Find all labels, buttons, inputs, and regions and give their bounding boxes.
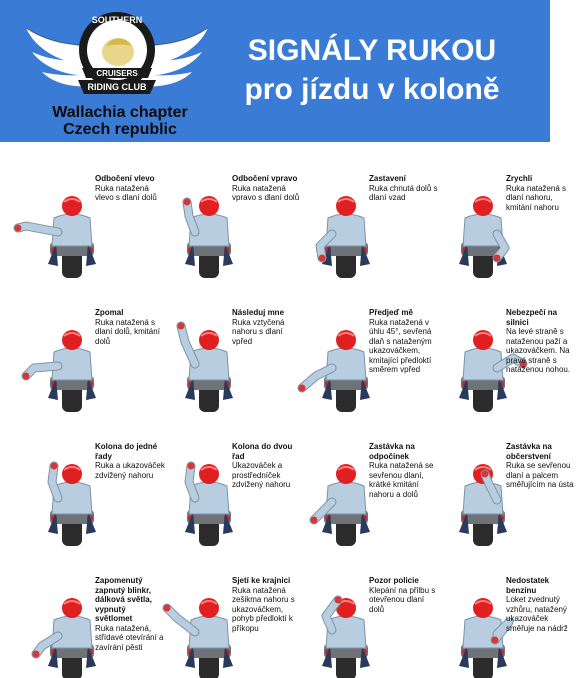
signal-description: Klepání na přilbu s otevřenou dlaní dolů (369, 585, 436, 614)
rider-illustration (274, 142, 411, 276)
signal-card (137, 410, 293, 544)
chapter-country: Czech republic (63, 121, 177, 138)
signal-card (274, 276, 432, 410)
signal-card (0, 142, 157, 276)
logo-arc-text: SOUTHERN (91, 15, 143, 25)
signal-heading: Sjetí ke krajnici (232, 576, 291, 585)
signal-description: Ruka natažená vpravo s dlaní dolů (232, 183, 300, 202)
signal-description: Ruka vztyčená nahoru s dlaní vpřed (232, 317, 285, 346)
signal-description: Ruka a ukazováček zdvižený nahoru (95, 461, 165, 480)
signal-heading: Odbočení vpravo (232, 174, 298, 183)
signal-description: Ruka natažená se sevřenou dlaní, krátké kmitání nahoru a dolů (369, 461, 434, 499)
signal-card (0, 410, 165, 544)
signal-card (411, 544, 568, 678)
signal-label (506, 576, 578, 633)
signal-card (411, 276, 571, 410)
signal-heading: Zrychli (506, 174, 533, 183)
signal-description: Ruka se sevřenou dlaní a palcem směřujícím na ústa (506, 461, 574, 489)
signal-heading: Odbočení vlevo (95, 174, 155, 183)
logo-banner-1: CRUISERS (96, 69, 138, 78)
rider-illustration (0, 142, 137, 276)
signal-description: Loket zvednutý vzhůru, natažený ukazováček směřuje na nádrž (506, 595, 568, 633)
signal-heading: Zpomal (95, 308, 124, 317)
signal-heading: Zastávka na odpočinek (369, 442, 415, 461)
signal-label (506, 174, 578, 212)
signal-heading: Pozor policie (369, 576, 419, 585)
signal-card (274, 410, 434, 544)
page-title: SIGNÁLY RUKOU (247, 34, 497, 67)
signal-description: Ruka chnutá dolů s dlaní vzad (369, 183, 438, 202)
logo-banner-2: RIDING CLUB (87, 82, 147, 92)
signal-card (274, 142, 438, 276)
signals-grid (0, 142, 574, 678)
signal-card (137, 544, 295, 678)
header-banner (0, 0, 550, 142)
signal-card (0, 544, 164, 678)
rider-illustration (137, 142, 274, 276)
signal-card (0, 276, 160, 410)
signal-heading: Kolona do jedné řady (95, 442, 158, 461)
signal-heading: Zastávka na občerstvení (506, 442, 552, 461)
signal-description: Ruka natažená s dlaní nahoru, kmitání nahoru (506, 183, 567, 212)
signal-card (411, 142, 567, 276)
signal-heading: Nebezpečí na silnici (506, 308, 558, 327)
chapter-name: Wallachia chapter (52, 104, 188, 121)
signal-heading: Zastavení (369, 174, 406, 183)
signal-heading: Následuj mne (232, 308, 285, 317)
signal-description: Ukazováček a prostředníček zdvižený nahoru (232, 461, 291, 489)
signal-heading: Nedostatek benzínu (506, 576, 550, 595)
club-logo (22, 6, 212, 102)
signal-label (506, 308, 578, 375)
signal-heading: Kolona do dvou řad (232, 442, 293, 461)
signal-heading: Předjeď mě (369, 308, 413, 317)
signal-description: Na levé straně s nataženou paží a ukazováčkem. Na pravé straně s nataženou nohou. (506, 327, 571, 374)
signal-description: Ruka natažená s dlaní dolů, kmitání dolů (95, 317, 160, 346)
page-subtitle: pro jízdu v koloně (244, 73, 500, 106)
signal-description: Ruka natažená v úhlu 45°, sevřená dlaň s nataženým ukazováčkem, kmitající předloktí směrem vpřed (369, 317, 432, 374)
signal-label (506, 442, 578, 490)
signal-description: Ruka natažená zešikma nahoru s ukazováčkem, pohyb předloktí k příkopu (232, 585, 295, 633)
signal-description: Ruka natažená, střídavé otevírání a zavírání pěsti (95, 623, 164, 652)
signal-card (411, 410, 574, 544)
signal-card (137, 142, 300, 276)
signal-heading: Zapomenutý zapnutý blinkr, dálková světla, vypnutý světlomet (95, 576, 152, 623)
signal-card (274, 544, 436, 678)
signal-description: Ruka natažená vlevo s dlaní dolů (95, 183, 157, 202)
signal-card (137, 276, 285, 410)
